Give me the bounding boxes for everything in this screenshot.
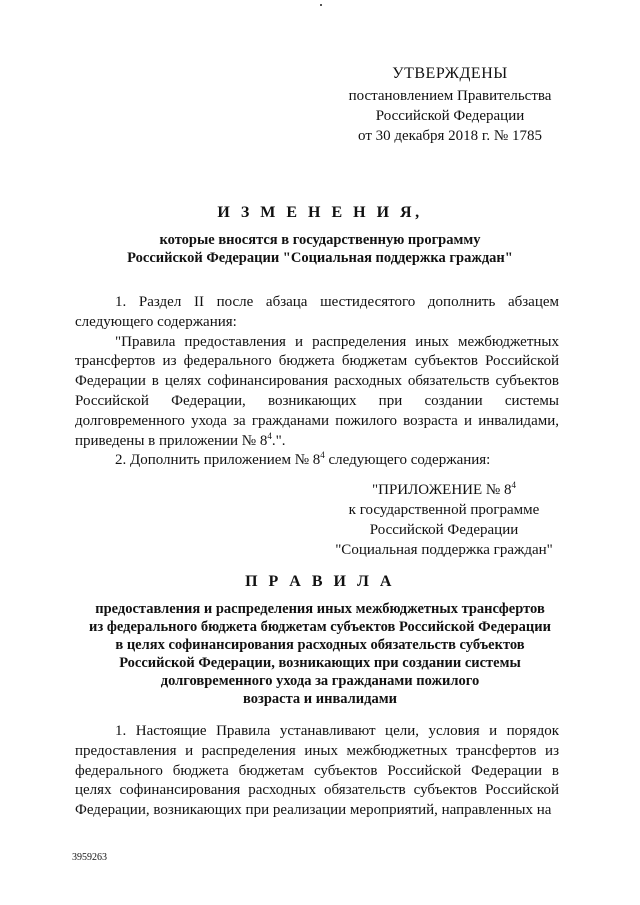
appendix-title-sup: 4 (511, 480, 516, 490)
change-item-2-pre: 2. Дополнить приложением № 8 (115, 452, 321, 469)
appendix-title-text: "ПРИЛОЖЕНИЕ № 8 (371, 482, 512, 498)
change-quote-sup: 4 (267, 430, 272, 441)
changes-body (75, 293, 559, 471)
approval-line-2: Российской Федерации (375, 108, 525, 124)
appendix-line-3: "Социальная поддержка граждан" (335, 542, 553, 558)
change-item-1: 1. Раздел II после абзаца шестидесятого дополнить абзацем следующего содержания: (75, 294, 559, 330)
approval-line-3: от 30 декабря 2018 г. № 1785 (358, 128, 542, 144)
rules-subtitle-line-6: возраста и инвалидами (243, 691, 397, 707)
change-item-2 (75, 451, 559, 471)
change-item-2-sup: 4 (320, 450, 325, 461)
changes-subtitle-line-1: которые вносятся в государственную программу (159, 232, 481, 248)
change-item-2-post: следующего содержания: (324, 452, 491, 469)
rules-subtitle-line-2: из федерального бюджета бюджетам субъектов Российской Федерации (89, 619, 551, 635)
rules-paragraph-1: 1. Настоящие Правила устанавливают цели, условия и порядок предоставления и распределения иных межбюджетных трансфертов из федерального бюджета бюджетам субъектов Российской Федерации в целях софинансирования расходных обязательств субъектов Российской Федерации, возникающих при реализации мероприятий, направленных на (75, 723, 559, 819)
change-quote (75, 333, 559, 452)
approval-stamp: УТВЕРЖДЕНЫ (392, 65, 508, 82)
approval-line-1: постановлением Правительства (348, 88, 552, 104)
change-quote-text: "Правила предоставления и распределения иных межбюджетных трансфертов из федерального бюджета бюджетам субъектов Российской Федерации в целях софинансирования расходных обязательств субъектов Российской Федерации, возникающих при создании системы долговременного ухода за гражданами пожилого возраста и инвалидами, приведены в приложении № 8 (75, 333, 559, 449)
scan-dot (320, 4, 322, 6)
rules-subtitle-line-1: предоставления и распределения иных межбюджетных трансфертов (95, 601, 545, 617)
changes-subtitle (0, 231, 640, 267)
changes-title: И З М Е Н Е Н И Я, (217, 204, 423, 221)
rules-subtitle-line-5: долговременного ухода за гражданами пожилого (160, 673, 480, 689)
appendix-line-2: Российской Федерации (369, 522, 519, 538)
appendix-title (328, 480, 560, 500)
appendix-line-1: к государственной программе (348, 502, 540, 518)
appendix-block (328, 480, 560, 560)
changes-subtitle-line-2: Российской Федерации "Социальная поддержка граждан" (127, 250, 513, 266)
rules-subtitle-line-4: Российской Федерации, возникающих при создании системы (119, 655, 521, 671)
rules-title: П Р А В И Л А (245, 573, 395, 590)
approval-block (340, 64, 560, 146)
rules-subtitle (0, 600, 640, 708)
rules-body (75, 722, 559, 821)
document-code: 3959263 (72, 852, 107, 863)
rules-subtitle-line-3: в целях софинансирования расходных обязательств субъектов (115, 637, 525, 653)
change-quote-end: .". (271, 432, 286, 449)
